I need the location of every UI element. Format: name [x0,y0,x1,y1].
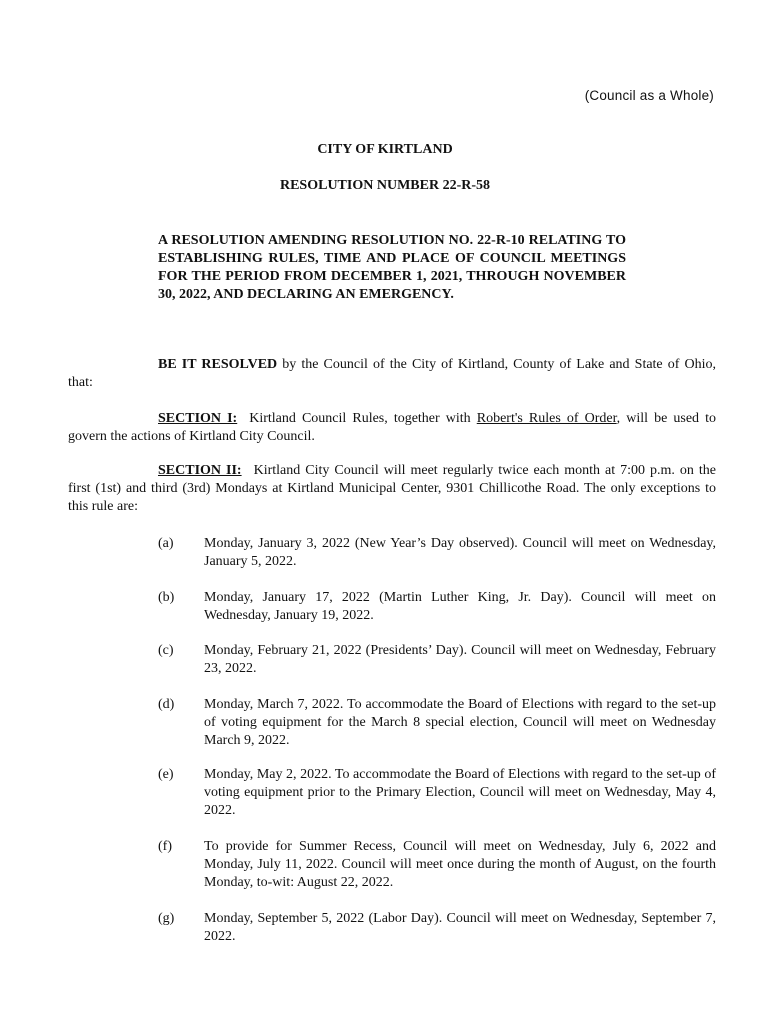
section-1-paragraph [68,410,716,446]
resolution-number: RESOLUTION NUMBER 22-R-58 [279,178,490,193]
exception-item-b [158,589,716,625]
exception-text: Monday, January 3, 2022 (New Year’s Day observed). Council will meet on Wednesday, January 5, 2022. [204,536,716,569]
section-1-heading: SECTION I: [158,411,238,426]
council-tag: (Council as a Whole) [584,88,714,103]
exception-label: (a) [158,536,174,551]
exception-label: (d) [158,697,175,712]
section-1-text-after: , will be used to govern the actions of Kirtland City Council. [68,411,717,444]
resolved-paragraph [68,356,716,392]
resolved-lead: BE IT RESOLVED [158,357,278,372]
roberts-rules-reference: Robert's Rules of Order [476,411,617,426]
exception-item-f [158,838,716,892]
exception-item-d [158,696,716,750]
exception-item-a [158,535,716,571]
exception-label: (e) [158,767,174,782]
exception-label: (b) [158,590,175,605]
exception-text: Monday, March 7, 2022. To accommodate the Board of Elections with regard to the set-up of voting equipment for the March 8 special election, Council will meet on Wednesday March 9, 2022. [204,697,716,748]
resolution-title: A RESOLUTION AMENDING RESOLUTION NO. 22-R-10 RELATING TO ESTABLISHING RULES, TIME AND PLACE OF COUNCIL MEETINGS FOR THE PERIOD FROM DECEMBER 1, 2021, THROUGH NOVEMBER 30, 2022, AND DECLARING AN EMERGENCY. [158,233,626,302]
section-1-text-before: Kirtland Council Rules, together with [249,411,477,426]
exception-text: Monday, September 5, 2022 (Labor Day). Council will meet on Wednesday, September 7, 2022. [204,911,716,944]
exception-item-e [158,766,716,820]
section-2-heading: SECTION II: [158,463,242,478]
exception-label: (c) [158,643,174,658]
exception-text: Monday, January 17, 2022 (Martin Luther King, Jr. Day). Council will meet on Wednesday, January 19, 2022. [204,590,716,623]
exception-label: (g) [158,911,175,926]
exception-text: Monday, February 21, 2022 (Presidents’ Day). Council will meet on Wednesday, February 23, 2022. [204,643,716,676]
section-2-paragraph [68,462,716,516]
section-2-text: Kirtland City Council will meet regularly twice each month at 7:00 p.m. on the first (1st) and third (3rd) Mondays at Kirtland Municipal Center, 9301 Chillicothe Road. The only exceptions to this rule are: [68,463,716,514]
exception-text: Monday, May 2, 2022. To accommodate the Board of Elections with regard to the set-up of voting equipment prior to the Primary Election, Council will meet on Wednesday, May 4, 2022. [204,767,716,818]
exception-label: (f) [158,839,172,854]
exception-item-c [158,642,716,678]
exception-item-g [158,910,716,946]
city-title: CITY OF KIRTLAND [317,142,453,157]
resolved-text: by the Council of the City of Kirtland, County of Lake and State of Ohio, that: [68,357,717,390]
exception-text: To provide for Summer Recess, Council will meet on Wednesday, July 6, 2022 and Monday, July 11, 2022. Council will meet once during the month of August, on the fourth Monday, to-wit: August 22, 2022. [204,839,716,890]
